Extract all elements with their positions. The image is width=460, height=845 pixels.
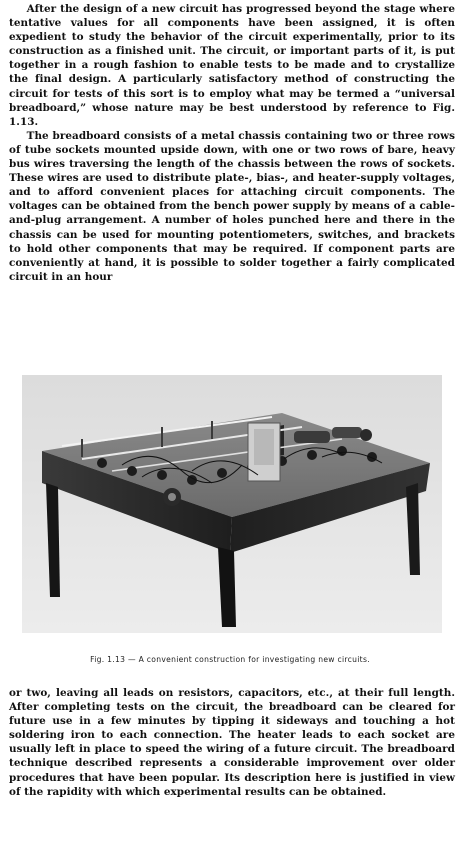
figure-caption: Fig. 1.13 — A convenient construction for investigating new circuits. <box>90 655 370 664</box>
paragraph: The breadboard consists of a metal chassis containing two or three rows of tube sockets mounted upside down, with one or two rows of bare, heavy bus wires traversing the length of the chassis between the rows of sockets. These wires are used to distribute plate-, bias-, and heater-supply voltages, and to afford convenient places for attaching circuit components. The voltages can be obtained from the bench power supply by means of a cable-and-plug arrangement. A number of holes punched here and there in the chassis can be used for mounting potentiometers, switches, and brackets to hold other components that may be required. If component parts are conveniently at hand, it is possible to solder together a fairly complicated circuit in an hour <box>9 129 455 283</box>
paragraph: or two, leaving all leads on resistors, capacitors, etc., at their full length. After completing tests on the circuit, the breadboard can be cleared for future use in a few minutes by tipping it sideways and touching a hot soldering iron to each connection. The heater leads to each socket are usually left in place to speed the wiring of a future circuit. The breadboard technique described represents a considerable improvement over older procedures that have been popular. Its description here is justified in view of the rapidity with which experimental results can be obtained. <box>9 687 455 798</box>
body-text-bottom <box>9 686 455 799</box>
breadboard-photo <box>22 375 442 633</box>
paragraph: After the design of a new circuit has progressed beyond the stage where tentative values for all components have been assigned, it is often expedient to study the behavior of the circuit experimentally, prior to its construction as a finished unit. The circuit, or important parts of it, is put together in a rough fashion to enable tests to be made and to crystallize the final design. A particularly satisfactory method of constructing the circuit for tests of this sort is to employ what may be termed a “universal breadboard,” whose nature may be best understood by reference to Fig. 1.13. <box>9 3 455 128</box>
body-text-top <box>9 2 455 284</box>
